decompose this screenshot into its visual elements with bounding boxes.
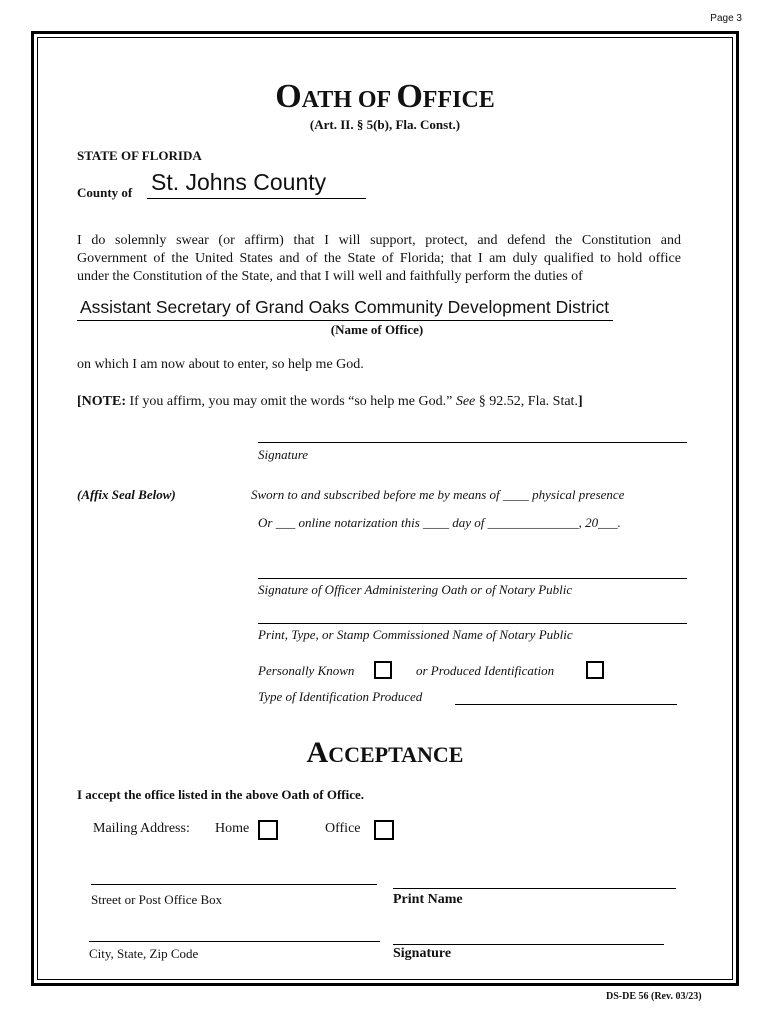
- note-text: [NOTE: If you affirm, you may omit the words “so help me God.” See § 92.52, Fla. Stat.]: [77, 394, 583, 409]
- sworn-line-2: Or ___ online notarization this ____ day of ______________, 20___.: [258, 515, 621, 530]
- home-checkbox[interactable]: [258, 820, 278, 840]
- personally-known-label: Personally Known: [258, 663, 355, 678]
- affix-seal-label: (Affix Seal Below): [77, 487, 176, 502]
- street-label: Street or Post Office Box: [91, 892, 223, 907]
- county-value: St. Johns County: [151, 169, 327, 195]
- oath-paragraph: I do solemnly swear (or affirm) that I will support, protect, and defend the Constitution and Government of the United States and of the State of Florida; that I am duly qualified to hold office under the Constitution of the State, and that I will well and faithfully perform the duties of: [77, 233, 681, 284]
- acceptance-title: ACCEPTANCE: [306, 736, 464, 769]
- officer-signature-line[interactable]: [258, 428, 687, 443]
- print-name-field[interactable]: [393, 874, 676, 889]
- id-type-field[interactable]: [455, 690, 677, 705]
- produced-id-checkbox[interactable]: [586, 661, 604, 679]
- form-number: DS-DE 56 (Rev. 03/23): [606, 991, 702, 1002]
- office-field[interactable]: [77, 292, 613, 321]
- city-label: City, State, Zip Code: [89, 946, 199, 961]
- office-value: Assistant Secretary of Grand Oaks Community Development District: [80, 297, 610, 317]
- acceptance-signature-field[interactable]: [393, 930, 664, 945]
- street-field[interactable]: [91, 870, 377, 885]
- office-caption: (Name of Office): [330, 322, 424, 337]
- notary-signature-label: Signature of Officer Administering Oath or of Notary Public: [258, 582, 573, 597]
- page-title: OATH OF OFFICE: [275, 78, 495, 115]
- county-label: County of: [77, 185, 133, 200]
- id-type-label: Type of Identification Produced: [258, 689, 423, 704]
- city-field[interactable]: [89, 927, 380, 942]
- acceptance-statement: I accept the office listed in the above Oath of Office.: [77, 787, 365, 802]
- notary-name-label: Print, Type, or Stamp Commissioned Name of Notary Public: [258, 627, 573, 642]
- home-label: Home: [215, 821, 250, 836]
- acceptance-signature-label: Signature: [393, 946, 452, 961]
- page-subtitle: (Art. II. § 5(b), Fla. Const.): [309, 117, 461, 132]
- personally-known-checkbox[interactable]: [374, 661, 392, 679]
- office-checkbox[interactable]: [374, 820, 394, 840]
- page-number: Page 3: [710, 13, 742, 24]
- print-name-label: Print Name: [393, 892, 463, 907]
- mailing-address-label: Mailing Address:: [93, 821, 190, 836]
- sworn-line-1: Sworn to and subscribed before me by means of ____ physical presence: [251, 487, 625, 502]
- notary-name-line[interactable]: [258, 609, 687, 624]
- office-label: Office: [325, 821, 361, 836]
- signature-label: Signature: [258, 447, 309, 462]
- county-field[interactable]: [147, 170, 366, 199]
- notary-signature-line[interactable]: [258, 564, 687, 579]
- state-heading: STATE OF FLORIDA: [77, 148, 202, 163]
- enter-text: on which I am now about to enter, so help me God.: [77, 357, 364, 372]
- produced-id-label: or Produced Identification: [416, 663, 555, 678]
